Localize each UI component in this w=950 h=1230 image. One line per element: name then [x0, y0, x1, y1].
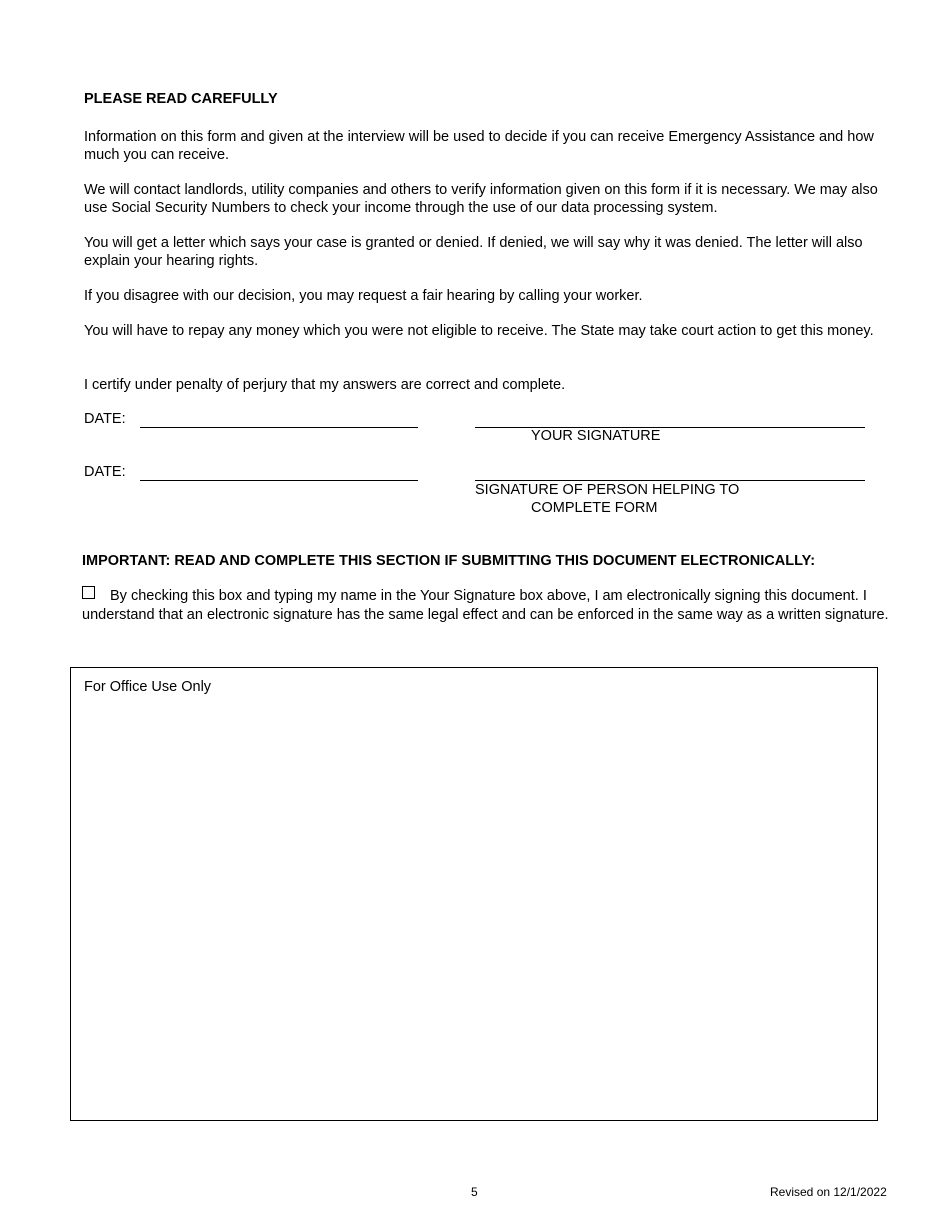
office-use-label: For Office Use Only	[84, 679, 212, 695]
revised-date: Revised on 12/1/2022	[770, 1185, 887, 1199]
paragraph-fair-hearing: If you disagree with our decision, you may request a fair hearing by calling your worker.	[84, 288, 643, 304]
page-heading: PLEASE READ CAREFULLY	[84, 91, 278, 107]
electronic-section-heading: IMPORTANT: READ AND COMPLETE THIS SECTION IF SUBMITTING THIS DOCUMENT ELECTRONICALLY:	[82, 553, 816, 569]
paragraph-decision-letter: You will get a letter which says your case is granted or denied. If denied, we will say why it was denied. The letter will also explain your hearing rights.	[84, 235, 863, 269]
helper-signature-label: SIGNATURE OF PERSON HELPING TO	[475, 482, 740, 498]
paragraph-usage: Information on this form and given at the interview will be used to decide if you can receive Emergency Assistance and how much you can receive.	[84, 129, 874, 163]
office-use-box	[70, 667, 878, 1121]
electronic-signature-text: By checking this box and typing my name in the Your Signature box above, I am electronically signing this document. I understand that an electronic signature has the same legal effect and can be enforced in the same way as a written signature.	[82, 588, 889, 623]
date-field-1[interactable]	[140, 427, 418, 428]
paragraph-verification: We will contact landlords, utility companies and others to verify information given on this form if it is necessary. We may also use Social Security Numbers to check your income through the use of our data processing system.	[84, 182, 878, 216]
date-field-2[interactable]	[140, 480, 418, 481]
paragraph-repayment: You will have to repay any money which you were not eligible to receive. The State may take court action to get this money.	[84, 323, 874, 339]
helper-signature-field[interactable]	[475, 480, 865, 481]
paragraph-certification: I certify under penalty of perjury that my answers are correct and complete.	[84, 377, 566, 393]
your-signature-label: YOUR SIGNATURE	[531, 428, 661, 444]
date-label-2: DATE:	[84, 464, 126, 480]
page-number: 5	[471, 1185, 478, 1199]
helper-signature-label-continued: COMPLETE FORM	[531, 500, 658, 516]
date-label-1: DATE:	[84, 411, 126, 427]
